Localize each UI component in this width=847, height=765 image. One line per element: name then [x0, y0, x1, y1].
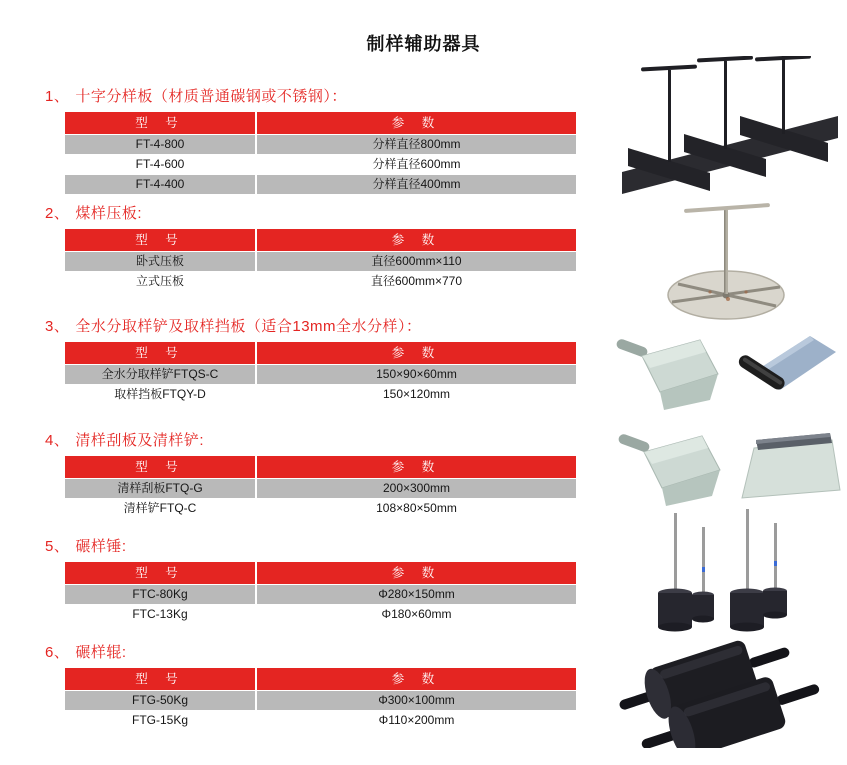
param-cell: 150×90×60mm: [376, 367, 457, 381]
section-heading: [45, 203, 576, 224]
col-header-model: 型 号: [65, 229, 257, 251]
model-cell: 全水分取样铲FTQS-C: [65, 365, 257, 384]
page-title: 制样辅助器具: [366, 34, 481, 54]
param-cell: 直径600mm×110: [371, 254, 462, 268]
col-header-model: 型 号: [65, 112, 257, 134]
col-header-param: 参 数: [391, 460, 442, 474]
col-header-param: 参 数: [391, 116, 442, 130]
table-row: [65, 385, 576, 404]
param-cell: 直径600mm×770: [370, 274, 463, 288]
col-header-param: 参 数: [391, 672, 442, 686]
param-cell: 200×300mm: [382, 481, 451, 495]
param-cell: 分样直径600mm: [372, 157, 461, 171]
model-cell: 清样铲FTQ-C: [65, 499, 257, 518]
section-moisture-sampling-scoop: [45, 316, 576, 404]
section-heading: [45, 430, 576, 451]
section-number: 5、: [45, 538, 70, 555]
table-row: [65, 479, 576, 498]
spec-table: [65, 562, 576, 624]
col-header-model: 型 号: [65, 456, 257, 478]
param-cell: 108×80×50mm: [376, 501, 457, 515]
col-header-model: 型 号: [65, 668, 257, 690]
spec-table: [65, 342, 576, 404]
table-header-row: [65, 456, 576, 478]
model-cell: FT-4-800: [65, 135, 257, 154]
model-cell: 取样挡板FTQY-D: [65, 385, 257, 404]
spec-table: [65, 229, 576, 291]
section-grinding-roller: [45, 642, 576, 730]
model-cell: FT-4-400: [65, 175, 257, 194]
table-header-row: [65, 112, 576, 134]
param-cell: Φ300×100mm: [378, 693, 455, 707]
section-number: 1、: [45, 88, 70, 105]
model-cell: 清样刮板FTQ-G: [65, 479, 257, 498]
sample-grinding-rollers-image: [608, 638, 845, 748]
section-heading: [45, 642, 576, 663]
table-row: [65, 711, 576, 730]
col-header-model: 型 号: [65, 562, 257, 584]
table-row: [65, 365, 576, 384]
model-cell: FTG-50Kg: [65, 691, 257, 710]
col-header-param: 参 数: [391, 233, 442, 247]
cross-sample-dividers-image: [608, 56, 845, 194]
section-heading: [45, 316, 576, 337]
table-header-row: [65, 342, 576, 364]
section-number: 6、: [45, 644, 70, 661]
section-number: 4、: [45, 432, 70, 449]
param-cell: 分样直径800mm: [372, 137, 461, 151]
section-heading: [45, 86, 576, 107]
section-cleaning-scraper-scoop: [45, 430, 576, 518]
model-cell: FTG-15Kg: [65, 711, 257, 730]
section-coal-sample-press-plate: [45, 203, 576, 291]
spec-table: [65, 112, 576, 194]
spec-table: [65, 668, 576, 730]
sample-grinding-hammers-photo: [608, 505, 845, 633]
section-number: 2、: [45, 205, 70, 222]
table-header-row: [65, 562, 576, 584]
moisture-sampling-scoop-and-baffle-image: [608, 330, 845, 422]
section-number: 3、: [45, 318, 70, 335]
model-cell: FTC-13Kg: [65, 605, 257, 624]
sample-grinding-hammers-image: [608, 505, 845, 633]
sample-grinding-rollers-photo: [608, 638, 845, 748]
table-row: [65, 691, 576, 710]
section-title: 煤样压板:: [75, 205, 143, 222]
moisture-sampling-scoop-and-baffle-photo: [608, 330, 845, 422]
section-grinding-hammer: [45, 536, 576, 624]
table-header-row: [65, 668, 576, 690]
model-cell: 卧式压板: [65, 252, 257, 271]
table-row: [65, 175, 576, 194]
col-header-model: 型 号: [65, 342, 257, 364]
param-cell: 分样直径400mm: [372, 177, 461, 191]
table-row: [65, 135, 576, 154]
section-heading: [45, 536, 576, 557]
param-cell: 150×120mm: [382, 387, 451, 401]
section-title: 碾样辊:: [75, 644, 127, 661]
model-cell: FTC-80Kg: [65, 585, 257, 604]
param-cell: Φ110×200mm: [378, 713, 455, 727]
col-header-param: 参 数: [391, 566, 442, 580]
coal-sample-press-plate-photo: [608, 192, 845, 320]
table-row: [65, 155, 576, 174]
coal-sample-press-plate-image: [608, 192, 845, 320]
model-cell: FT-4-600: [65, 155, 257, 174]
cross-sample-dividers-photo: [608, 56, 845, 194]
section-title: 清样刮板及清样铲:: [75, 432, 205, 449]
model-cell: 立式压板: [65, 272, 257, 291]
table-row: [65, 499, 576, 518]
section-cross-sample-divider: [45, 86, 576, 194]
spec-table: [65, 456, 576, 518]
section-title: 碾样锤:: [75, 538, 127, 555]
col-header-param: 参 数: [391, 346, 442, 360]
table-row: [65, 252, 576, 271]
section-title: 十字分样板（材质普通碳钢或不锈钢）：: [75, 88, 347, 105]
param-cell: Φ180×60mm: [381, 607, 452, 621]
param-cell: Φ280×150mm: [378, 587, 455, 601]
table-row: [65, 605, 576, 624]
table-row: [65, 272, 576, 291]
table-header-row: [65, 229, 576, 251]
section-title: 全水分取样铲及取样挡板（适合13mm全水分样）：: [75, 318, 422, 335]
table-row: [65, 585, 576, 604]
